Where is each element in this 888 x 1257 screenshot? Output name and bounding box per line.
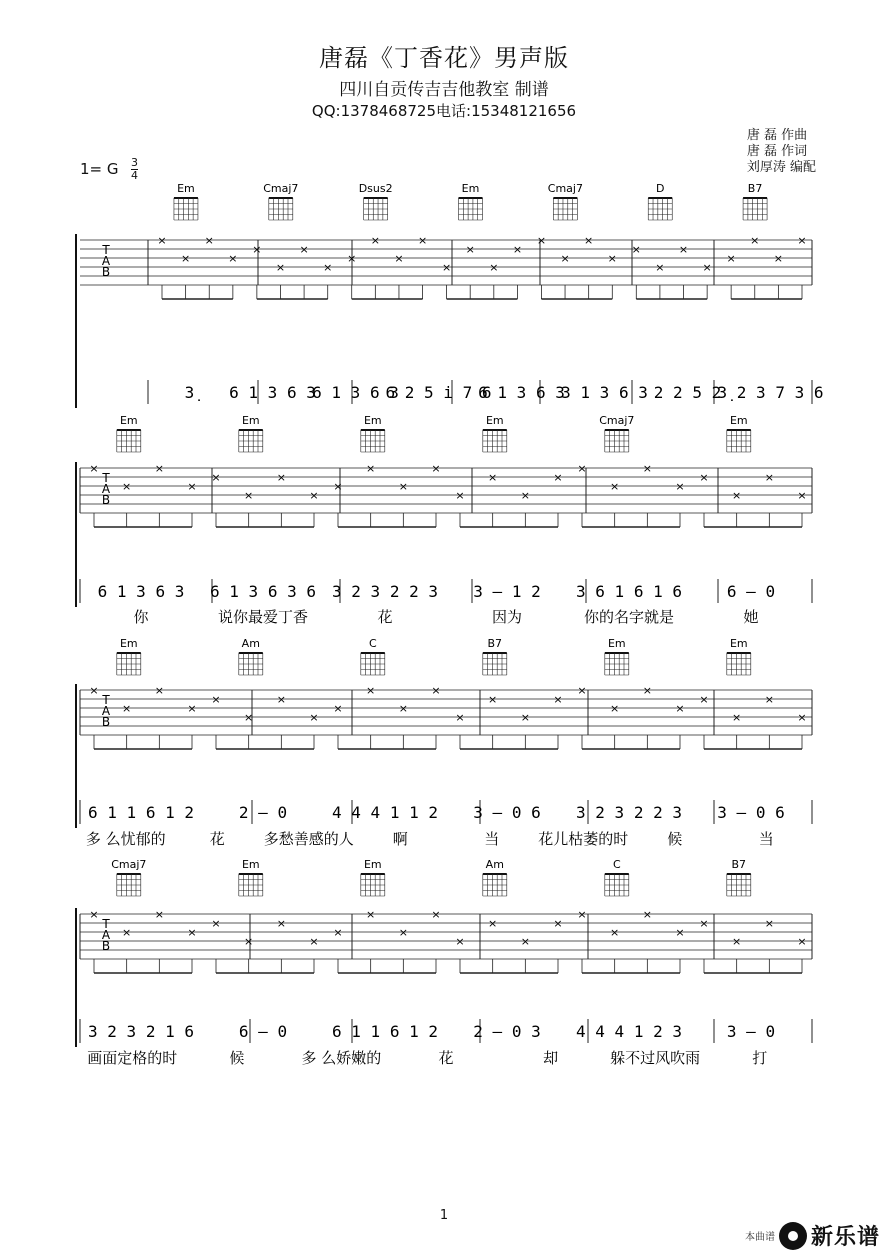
time-sig-bottom: 4 — [131, 169, 138, 182]
strum-x-mark: × — [323, 261, 333, 274]
arranger-studio: 四川自贡传吉吉他教室 制谱 — [339, 80, 549, 100]
strum-x-mark: × — [431, 684, 441, 697]
chord-name: Em — [241, 858, 260, 871]
strum-x-mark: × — [512, 243, 523, 256]
contact-info: QQ:1378468725电话:15348121656 — [311, 102, 577, 120]
strum-x-mark: × — [699, 471, 709, 484]
jianpu-measure: 3̣ 2 3 7 3 6 — [717, 383, 824, 402]
strum-x-mark: × — [244, 935, 254, 948]
strum-x-mark: × — [675, 702, 685, 715]
jianpu-measure: 2 – 0 3 — [473, 1022, 541, 1041]
jianpu-measure: 6 – 0 — [726, 582, 776, 601]
strum-x-mark: × — [89, 684, 99, 697]
jianpu-measure: 3 1 3 6 3 — [561, 383, 648, 402]
strum-x-mark: × — [750, 234, 760, 247]
strum-x-mark: × — [366, 908, 376, 921]
strum-x-mark: × — [797, 234, 807, 247]
tab-clef-letter: T — [102, 693, 110, 707]
chord-name: Am — [241, 637, 260, 650]
chord-name: Em — [119, 414, 138, 427]
jianpu-measure: 4 4 4 1 2 3 — [576, 1022, 682, 1041]
lyric-text: 你 — [133, 608, 149, 626]
strum-x-mark: × — [333, 480, 343, 493]
strum-x-mark: × — [520, 489, 530, 502]
chord-name: Em — [363, 414, 382, 427]
chord-name: Em — [729, 414, 748, 427]
jianpu-measure: 4 4 4 1 1 2 — [332, 803, 438, 822]
strum-x-mark: × — [347, 252, 357, 265]
strum-x-mark: × — [89, 462, 99, 475]
chord-name: Cmaj7 — [111, 858, 147, 871]
lyric-text: 候 — [229, 1049, 245, 1067]
chord-name: Em — [461, 182, 480, 195]
strum-x-mark: × — [455, 711, 465, 724]
strum-x-mark: × — [797, 489, 807, 502]
jianpu-measure: 6 1 3 6 3 — [229, 383, 316, 402]
strum-x-mark: × — [244, 711, 254, 724]
strum-x-mark: × — [655, 261, 665, 274]
lyric-text: 打 — [752, 1049, 768, 1067]
jianpu-measure: 3̣ — [184, 383, 195, 402]
strum-x-mark: × — [702, 261, 712, 274]
jianpu-measure: 6 – 0 — [238, 1022, 288, 1041]
jianpu-measure: 6 1 3 6 3 — [312, 383, 399, 402]
tab-clef-letter: A — [101, 254, 111, 268]
lyric-text: 却 — [543, 1049, 559, 1067]
jianpu-measure: 6 1 1 6 1 2 — [88, 803, 194, 822]
tab-clef-letter: T — [102, 917, 110, 931]
jianpu-measure: 6 1 3 6 3 6 — [210, 582, 316, 601]
tab-clef-letter: B — [101, 493, 111, 507]
jianpu-measure: 3 2 3 2 2 3 — [332, 582, 438, 601]
strum-x-mark: × — [154, 462, 164, 475]
strum-x-mark: × — [299, 243, 309, 256]
strum-x-mark: × — [764, 693, 774, 706]
jianpu-measure: 2 2 5 2 — [653, 383, 722, 402]
key-signature: 1= G — [80, 160, 119, 178]
jianpu-measure: 3 2 3 2 2 3 — [576, 803, 682, 822]
strum-x-mark: × — [488, 917, 498, 930]
strum-x-mark: × — [366, 684, 376, 697]
jianpu-measure: 3 2 3 2 1 6 — [88, 1022, 194, 1041]
strum-x-mark: × — [764, 917, 774, 930]
tab-clef-letter: B — [101, 939, 111, 953]
jianpu-measure: 6 1 3 6 3 — [478, 383, 565, 402]
strum-x-mark: × — [431, 462, 441, 475]
chord-name: Em — [607, 637, 626, 650]
strum-x-mark: × — [610, 926, 620, 939]
strum-x-mark: × — [276, 693, 286, 706]
strum-x-mark: × — [309, 489, 319, 502]
strum-x-mark: × — [455, 489, 465, 502]
chord-name: C — [368, 637, 377, 650]
lyric-text: 当 — [758, 830, 774, 848]
strum-x-mark: × — [89, 908, 99, 921]
disc-icon — [779, 1222, 807, 1250]
strum-x-mark: × — [553, 917, 563, 930]
tab-clef-letter: T — [102, 471, 110, 485]
jianpu-measure: 6 1 1 6 1 2 — [332, 1022, 438, 1041]
strum-x-mark: × — [520, 711, 530, 724]
lyric-text: 躲不过风吹雨 — [610, 1049, 701, 1067]
tab-clef-letter: B — [101, 715, 111, 729]
chord-name: D — [655, 182, 665, 195]
tab-clef-letter: A — [101, 704, 111, 718]
strum-x-mark: × — [122, 702, 132, 715]
strum-x-mark: × — [398, 926, 408, 939]
strum-x-mark: × — [276, 471, 286, 484]
strum-x-mark: × — [228, 252, 238, 265]
strum-x-mark: × — [610, 480, 620, 493]
strum-x-mark: × — [610, 702, 620, 715]
strum-x-mark: × — [577, 908, 587, 921]
chord-name: B7 — [747, 182, 763, 195]
chord-name: B7 — [731, 858, 747, 871]
strum-x-mark: × — [642, 462, 652, 475]
strum-x-mark: × — [394, 252, 404, 265]
lyric-text: 候 — [667, 830, 683, 848]
lyric-text: 说你最爱丁香 — [217, 608, 309, 626]
strum-x-mark: × — [398, 480, 408, 493]
credit-lyricist: 唐 磊 作词 — [746, 144, 808, 159]
strum-x-mark: × — [431, 908, 441, 921]
brand-name: 新乐谱 — [810, 1225, 880, 1250]
jianpu-measure: 3 – 0 6 — [717, 803, 785, 822]
strum-x-mark: × — [333, 926, 343, 939]
song-title: 唐磊《丁香花》男声版 — [319, 44, 569, 72]
strum-x-mark: × — [726, 252, 736, 265]
lyric-text: 多 么娇嫩的 — [301, 1049, 382, 1067]
credit-composer: 唐 磊 作曲 — [746, 128, 808, 143]
strum-x-mark: × — [642, 684, 652, 697]
strum-x-mark: × — [187, 480, 197, 493]
brand-small-text: 本曲谱 — [744, 1232, 775, 1243]
strum-x-mark: × — [536, 234, 547, 247]
chord-name: Cmaj7 — [263, 182, 299, 195]
chord-name: C — [612, 858, 621, 871]
strum-x-mark: × — [488, 471, 498, 484]
lyric-text: 花 — [438, 1049, 454, 1067]
credit-arranger: 刘厚涛 编配 — [746, 160, 816, 175]
strum-x-mark: × — [211, 693, 221, 706]
strum-x-mark: × — [553, 471, 563, 484]
strum-x-mark: × — [417, 234, 428, 247]
strum-x-mark: × — [465, 243, 475, 256]
chord-name: Em — [363, 858, 382, 871]
chord-name: Em — [119, 637, 138, 650]
brand-logo — [745, 1220, 880, 1251]
strum-x-mark: × — [675, 480, 685, 493]
strum-x-mark: × — [244, 489, 254, 502]
lyric-text: 多愁善感的人 — [263, 830, 354, 848]
strum-x-mark: × — [584, 234, 594, 247]
strum-x-mark: × — [732, 935, 742, 948]
lyric-text: 画面定格的时 — [87, 1049, 178, 1067]
tab-clef-letter: T — [102, 243, 110, 257]
lyric-text: 她 — [743, 608, 759, 626]
tab-clef-letter: B — [101, 265, 111, 279]
strum-x-mark: × — [370, 234, 380, 247]
strum-x-mark: × — [275, 261, 286, 274]
chord-name: Cmaj7 — [547, 182, 583, 195]
strum-x-mark: × — [577, 684, 587, 697]
strum-x-mark: × — [366, 462, 376, 475]
jianpu-measure: 6 1 3 6 3 — [97, 582, 185, 601]
strum-x-mark: × — [309, 935, 319, 948]
tab-clef-letter: A — [101, 482, 111, 496]
chord-name: Em — [177, 182, 195, 195]
strum-x-mark: × — [732, 711, 742, 724]
lyric-text: 啊 — [392, 830, 408, 848]
page-number: 1 — [439, 1208, 449, 1223]
time-sig-top: 3 — [131, 156, 138, 169]
strum-x-mark: × — [797, 935, 807, 948]
strum-x-mark: × — [187, 926, 197, 939]
strum-x-mark: × — [122, 480, 132, 493]
lyric-text: 因为 — [491, 608, 523, 626]
strum-x-mark: × — [204, 234, 214, 247]
strum-x-mark: × — [607, 252, 617, 265]
lyric-text: 当 — [484, 830, 500, 848]
strum-x-mark: × — [678, 243, 689, 256]
chord-name: Em — [241, 414, 260, 427]
strum-x-mark: × — [455, 935, 465, 948]
strum-x-mark: × — [441, 261, 452, 274]
strum-x-mark: × — [642, 908, 652, 921]
lyric-text: 花 — [377, 608, 393, 626]
strum-x-mark: × — [732, 489, 742, 502]
strum-x-mark: × — [553, 693, 563, 706]
strum-x-mark: × — [181, 252, 191, 265]
chord-name: Em — [485, 414, 504, 427]
strum-x-mark: × — [797, 711, 807, 724]
strum-x-mark: × — [520, 935, 530, 948]
strum-x-mark: × — [631, 243, 641, 256]
jianpu-measure: 2 – 0 — [238, 803, 288, 822]
strum-x-mark: × — [333, 702, 343, 715]
chord-name: Cmaj7 — [599, 414, 635, 427]
tab-clef-letter: A — [101, 928, 111, 942]
strum-x-mark: × — [252, 243, 262, 256]
strum-x-mark: × — [154, 908, 164, 921]
lyric-text: 多 么忧郁的 — [85, 830, 166, 848]
strum-x-mark: × — [157, 234, 167, 247]
jianpu-measure: 3 – 1 2 — [473, 582, 541, 601]
strum-x-mark: × — [122, 926, 132, 939]
strum-x-mark: × — [577, 462, 587, 475]
strum-x-mark: × — [773, 252, 783, 265]
strum-x-mark: × — [211, 471, 221, 484]
strum-x-mark: × — [211, 917, 221, 930]
strum-x-mark: × — [675, 926, 685, 939]
lyric-text: 花儿枯萎的时 — [538, 830, 629, 848]
strum-x-mark: × — [398, 702, 408, 715]
strum-x-mark: × — [187, 702, 197, 715]
chord-name: Em — [729, 637, 748, 650]
strum-x-mark: × — [154, 684, 164, 697]
strum-x-mark: × — [560, 252, 570, 265]
jianpu-measure: 3 – 0 — [726, 1022, 776, 1041]
jianpu-measure: 3 – 0 6 — [473, 803, 541, 822]
strum-x-mark: × — [309, 711, 319, 724]
lyric-text: 花 — [209, 830, 225, 848]
strum-x-mark: × — [276, 917, 286, 930]
jianpu-measure: 3 6 1 6 1 6 — [576, 582, 682, 601]
lyric-text: 你的名字就是 — [583, 608, 675, 626]
strum-x-mark: × — [489, 261, 499, 274]
strum-x-mark: × — [764, 471, 774, 484]
strum-x-mark: × — [488, 693, 498, 706]
strum-x-mark: × — [699, 917, 709, 930]
chord-name: B7 — [487, 637, 503, 650]
chord-name: Dsus2 — [358, 182, 393, 195]
strum-x-mark: × — [699, 693, 709, 706]
jianpu-measure: 6 2 5 i 7 6 — [385, 383, 492, 402]
chord-name: Am — [485, 858, 504, 871]
